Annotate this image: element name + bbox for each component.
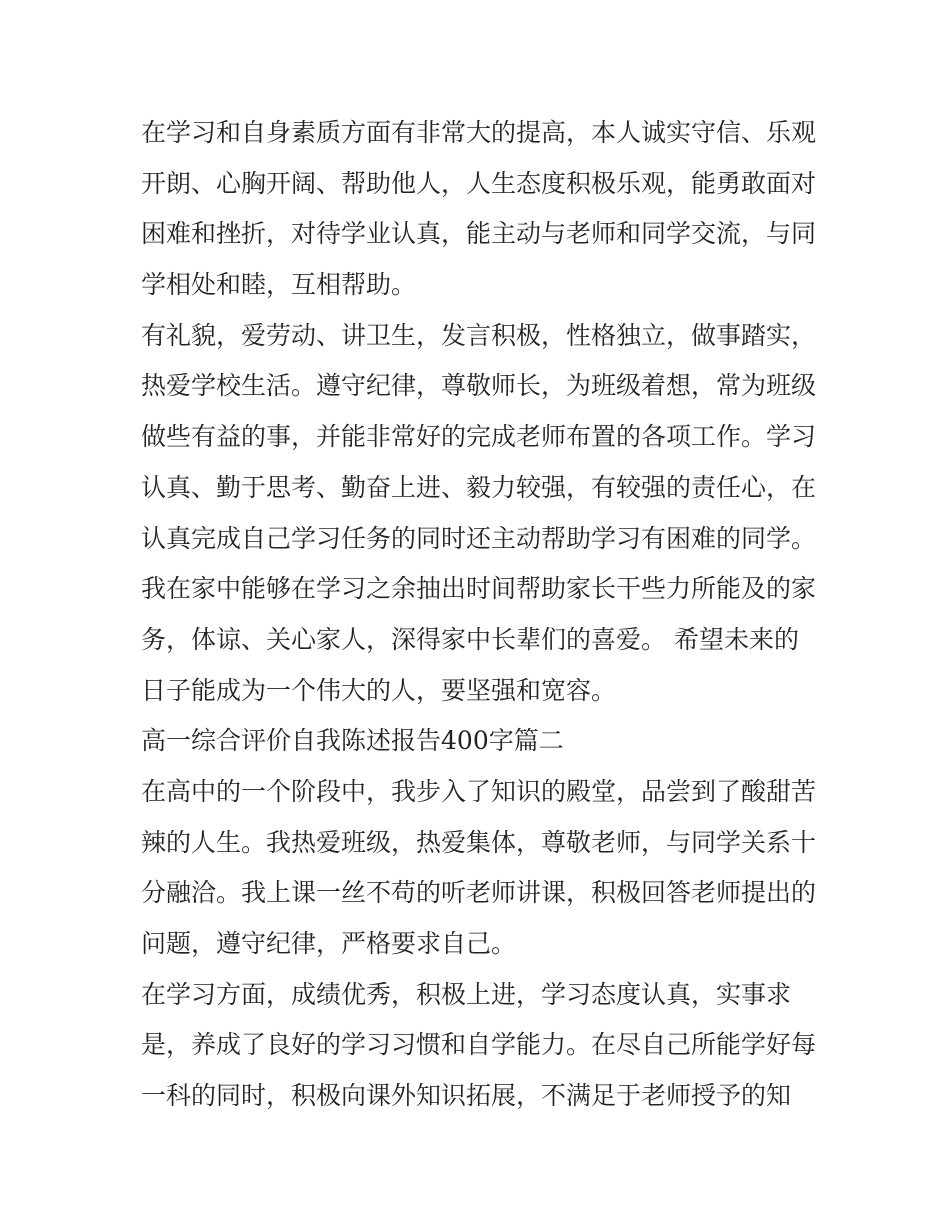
text-line: 是，养成了良好的学习习惯和自学能力。在尽自己所能学好每 [141, 1030, 817, 1060]
text-line: 学相处和睦，互相帮助。 [141, 270, 417, 300]
section-heading [141, 716, 821, 767]
text-line: 在高中的一个阶段中，我步入了知识的殿堂，品尝到了酸甜苦 [141, 776, 817, 806]
paragraph-4 [141, 970, 821, 1122]
text-line: 在学习和自身素质方面有非常大的提高，本人诚实守信、乐观 [141, 118, 817, 147]
text-line: 开朗、心胸开阔、帮助他人，人生态度积极乐观，能勇敢面对 [141, 168, 817, 198]
paragraph-1 [141, 108, 821, 311]
text-line: 务，体谅、关心家人，深得家中长辈们的喜爱。 希望未来的 [141, 624, 799, 654]
text-line: 热爱学校生活。遵守纪律，尊敬师长，为班级着想，常为班级 [141, 371, 817, 401]
text-line: 分融洽。我上课一丝不苟的听老师讲课，积极回答老师提出的 [141, 878, 817, 908]
document-body [141, 108, 821, 1122]
text-line: 认真、勤于思考、勤奋上进、毅力较强，有较强的责任心，在 [141, 472, 817, 502]
text-line: 我在家中能够在学习之余抽出时间帮助家长干些力所能及的家 [141, 574, 817, 604]
text-line: 认真完成自己学习任务的同时还主动帮助学习有困难的同学。 [141, 523, 817, 553]
text-line: 辣的人生。我热爱班级，热爱集体，尊敬老师，与同学关系十 [141, 827, 817, 857]
text-line: 做些有益的事，并能非常好的完成老师布置的各项工作。学习 [141, 422, 817, 452]
section-title: 高一综合评价自我陈述报告400字篇二 [141, 726, 564, 756]
text-line: 在学习方面，成绩优秀，积极上进，学习态度认真，实事求 [141, 979, 792, 1009]
text-line: 日子能成为一个伟大的人，要坚强和宽容。 [141, 675, 617, 705]
paragraph-2 [141, 311, 821, 717]
paragraph-3 [141, 767, 821, 970]
text-line: 有礼貌，爱劳动、讲卫生，发言积极，性格独立，做事踏实， [141, 320, 817, 350]
text-line: 问题，遵守纪律，严格要求自己。 [141, 929, 517, 958]
text-line: 困难和挫折，对待学业认真，能主动与老师和同学交流，与同 [141, 219, 817, 249]
text-line: 一科的同时，积极向课外知识拓展，不满足于老师授予的知 [141, 1081, 792, 1111]
